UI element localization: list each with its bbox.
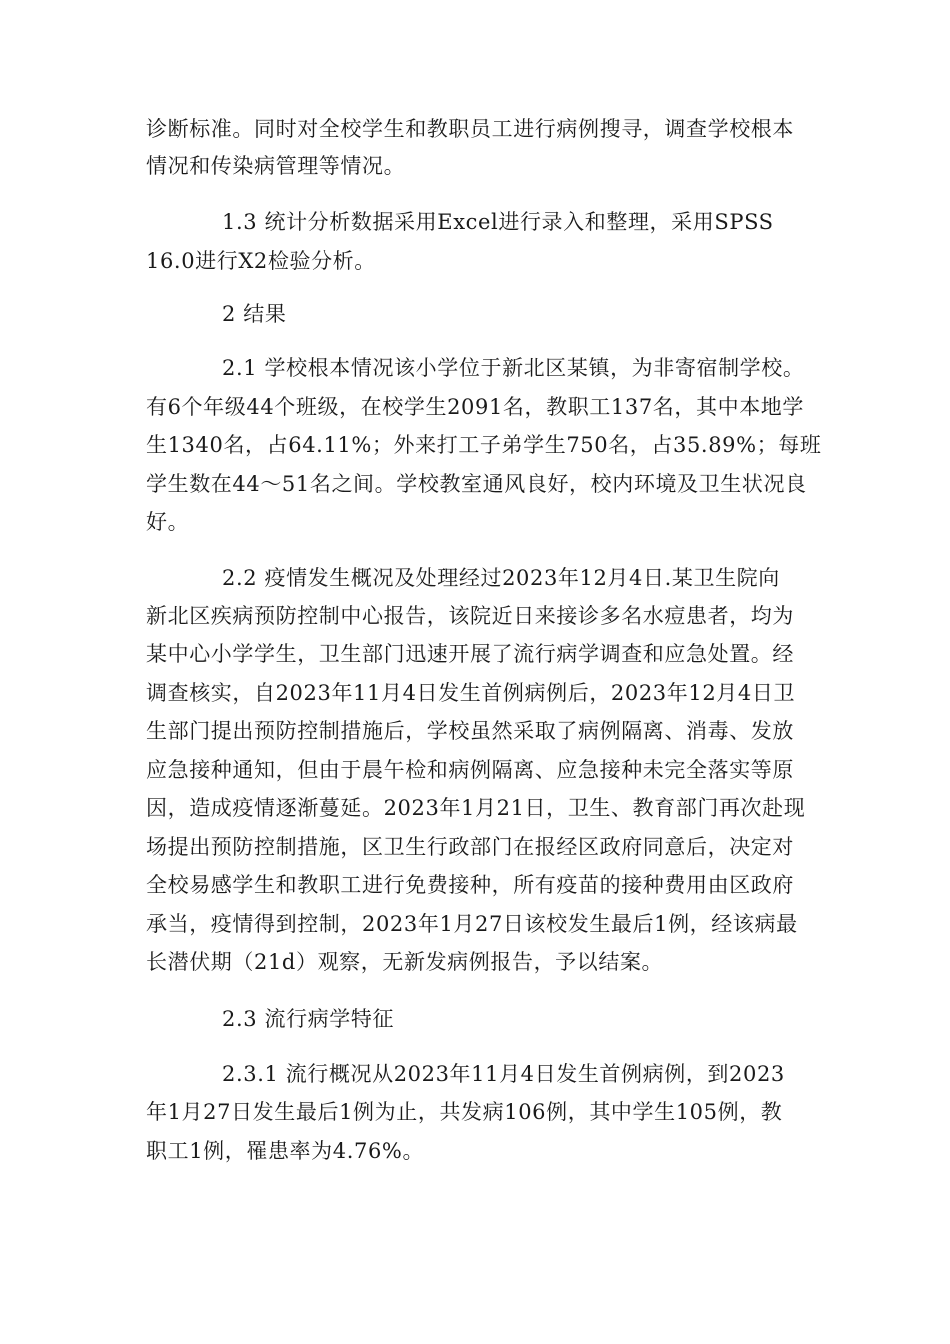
text-line: 某中心小学学生，卫生部门迅速开展了流行病学调查和应急处置。经 (146, 642, 794, 666)
text-line: 因，造成疫情逐渐蔓延。2023年1月21日，卫生、教育部门再次赴现 (146, 796, 806, 820)
text-line: 新北区疾病预防控制中心报告，该院近日来接诊多名水痘患者，均为 (146, 604, 794, 628)
text-line: 生部门提出预防控制措施后，学校虽然采取了病例隔离、消毒、发放 (146, 719, 794, 743)
text-line: 调查核实，自2023年11月4日发生首例病例后，2023年12月4日卫 (146, 681, 796, 705)
text-line: 有6个年级44个班级，在校学生2091名，教职工137名，其中本地学 (146, 395, 805, 419)
text-line: 场提出预防控制措施，区卫生行政部门在报经区政府同意后，决定对 (146, 835, 794, 859)
section-heading-2: 2 结果 (222, 302, 287, 326)
section-2-3-heading: 2.3 流行病学特征 (222, 1007, 395, 1031)
text-line: 诊断标准。同时对全校学生和教职员工进行病例搜寻，调查学校根本 (146, 117, 794, 141)
text-line: 情况和传染病管理等情况。 (146, 154, 406, 178)
section-2-1-line: 2.1 学校根本情况该小学位于新北区某镇，为非寄宿制学校。 (222, 356, 805, 380)
text-line: 长潜伏期（21d）观察，无新发病例报告，予以结案。 (146, 950, 664, 974)
text-line: 全校易感学生和教职工进行免费接种，所有疫苗的接种费用由区政府 (146, 873, 794, 897)
text-line: 好。 (146, 510, 190, 534)
text-line: 应急接种通知，但由于晨午检和病例隔离、应急接种未完全落实等原 (146, 758, 794, 782)
text-line: 承当，疫情得到控制，2023年1月27日该校发生最后1例，经该病最 (146, 912, 798, 936)
text-line: 生1340名，占64.11%；外来打工子弟学生750名，占35.89%；每班 (146, 433, 822, 457)
section-1-3-line: 1.3 统计分析数据采用Excel进行录入和整理，采用SPSS (222, 210, 774, 234)
text-line: 16.0进行X2检验分析。 (146, 249, 376, 273)
text-line: 学生数在44～51名之间。学校教室通风良好，校内环境及卫生状况良 (146, 472, 807, 496)
text-line: 年1月27日发生最后1例为止，共发病106例，其中学生105例，教 (146, 1100, 783, 1124)
section-2-3-1-line: 2.3.1 流行概况从2023年11月4日发生首例病例，到2023 (222, 1062, 785, 1086)
text-line: 职工1例，罹患率为4.76%。 (146, 1139, 425, 1163)
section-2-2-line: 2.2 疫情发生概况及处理经过2023年12月4日.某卫生院向 (222, 566, 780, 590)
